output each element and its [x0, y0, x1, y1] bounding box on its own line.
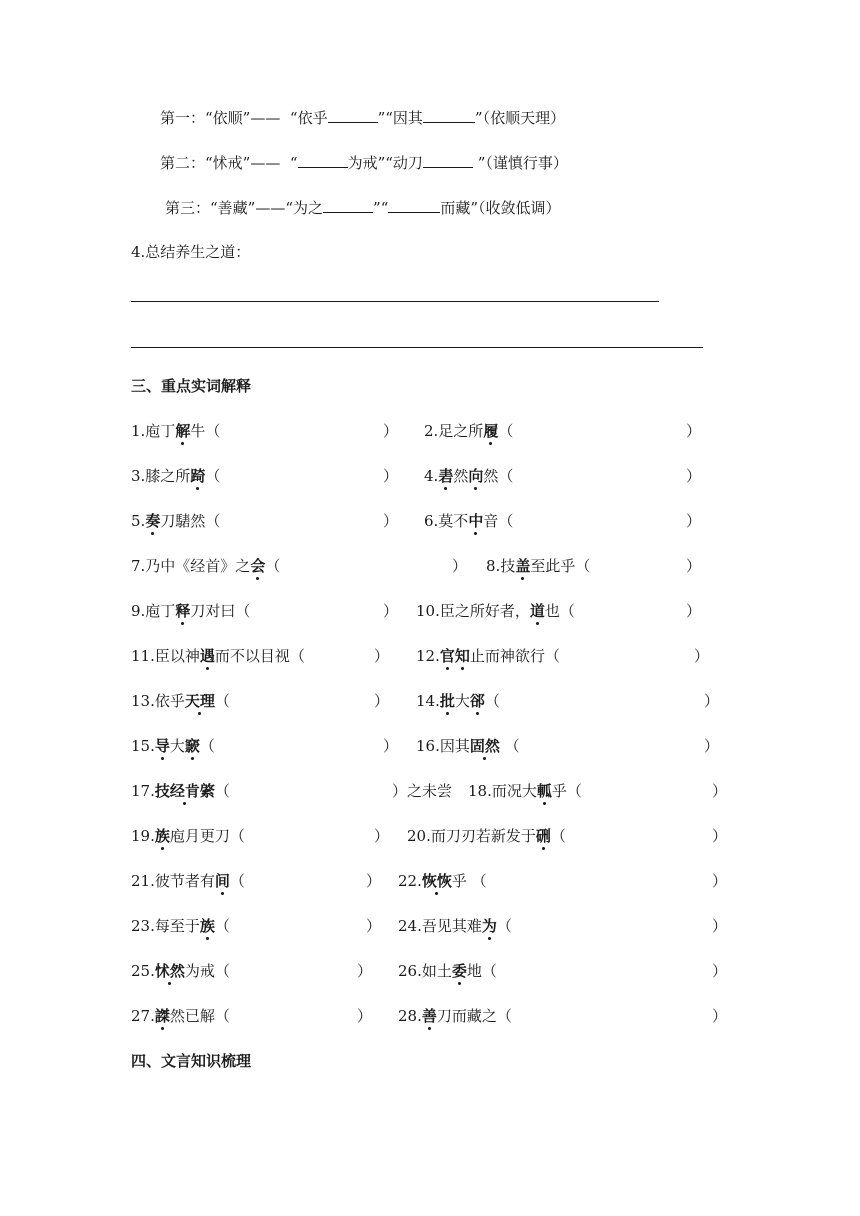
- item-text: 26.如土: [398, 962, 452, 980]
- close-paren: ）: [383, 737, 399, 755]
- key-word: 遇: [199, 647, 215, 665]
- close-paren: ）: [704, 737, 720, 755]
- item-text: 大: [454, 692, 470, 710]
- row-text: ”: [474, 109, 483, 127]
- row-text: “依乎: [289, 109, 328, 127]
- item-text: 止而神欲行（: [469, 647, 560, 665]
- item-text: 地（: [466, 962, 497, 980]
- item-text: 17.: [131, 782, 155, 800]
- question-4: 4.总结养生之道：: [131, 243, 251, 261]
- item-text: 4.: [424, 467, 439, 485]
- row-term: “善藏”——“为之: [210, 199, 324, 217]
- answer-line[interactable]: [131, 347, 703, 348]
- key-word: 中: [468, 512, 484, 530]
- answer-line[interactable]: [131, 301, 659, 302]
- item-text: 25.: [131, 962, 155, 980]
- vocab-item-11: [131, 646, 305, 666]
- close-paren: ）: [712, 872, 728, 890]
- item-text: 刀而藏之（: [436, 1007, 512, 1025]
- item-text: 而不以目视（: [214, 647, 305, 665]
- item-text: 刀对曰（: [190, 602, 251, 620]
- vocab-item-15: [131, 736, 215, 756]
- close-paren: ）: [383, 422, 399, 440]
- key-word: 间: [214, 872, 230, 890]
- key-word: 窾: [184, 737, 200, 755]
- close-paren: ）: [452, 557, 468, 575]
- key-word: 技经肯綮: [154, 782, 215, 800]
- item-text: 16.因其: [416, 737, 470, 755]
- close-paren: ）: [712, 962, 728, 980]
- vocab-item-1: [131, 421, 220, 441]
- vocab-item-14: [416, 691, 500, 711]
- vocab-item-2: [424, 421, 513, 441]
- vocab-item-3: [131, 466, 220, 486]
- key-word: 知: [454, 647, 470, 665]
- item-text: 15.: [131, 737, 155, 755]
- item-text: 9.庖丁: [131, 602, 176, 620]
- close-paren: ）: [374, 647, 390, 665]
- close-paren: ）: [694, 647, 710, 665]
- item-text: 5.: [131, 512, 146, 530]
- item-text: 然: [453, 467, 469, 485]
- close-paren: ）: [686, 602, 702, 620]
- row-text: ”“因其: [377, 109, 423, 127]
- item-text: 音（: [483, 512, 514, 530]
- item-text: （: [496, 917, 512, 935]
- vocab-item-6: [424, 511, 513, 531]
- item-text: 2.足之所: [424, 422, 484, 440]
- close-paren: ）: [374, 692, 390, 710]
- item-text: （: [214, 782, 230, 800]
- item-text: （: [265, 557, 281, 575]
- close-paren: ）: [374, 827, 390, 845]
- item-text: 23.每至于: [131, 917, 200, 935]
- key-word: 奏: [145, 512, 161, 530]
- item-text: 13.依乎: [131, 692, 185, 710]
- close-paren: ）: [686, 467, 702, 485]
- vocab-item-25: [131, 961, 230, 981]
- key-word: 謋: [154, 1007, 170, 1025]
- close-paren: ）: [712, 917, 728, 935]
- vocab-item-12: [416, 646, 560, 666]
- item-text: （: [499, 737, 520, 755]
- key-word: 会: [250, 557, 266, 575]
- item-text: （: [205, 467, 221, 485]
- key-word: 履: [483, 422, 499, 440]
- close-paren: ）: [357, 962, 373, 980]
- key-word: 恢恢: [421, 872, 452, 890]
- key-word: 硎: [535, 827, 551, 845]
- answer-blank[interactable]: [323, 196, 373, 213]
- answer-blank[interactable]: [388, 196, 440, 213]
- vocab-item-19: [131, 826, 245, 846]
- vocab-item-8: [486, 556, 590, 576]
- section-heading-3: 三、重点实词解释: [131, 377, 252, 395]
- key-word: 善: [421, 1007, 437, 1025]
- item-text: 6.莫不: [424, 512, 469, 530]
- vocab-item-21: [131, 871, 245, 891]
- item-text: 庖月更刀（: [169, 827, 245, 845]
- row-term: “依顺”——: [205, 109, 281, 127]
- item-text: 乎（: [551, 782, 582, 800]
- item-text: （: [550, 827, 566, 845]
- row-text: “: [289, 154, 298, 172]
- close-paren: ）: [366, 917, 382, 935]
- vocab-item-24: [398, 916, 512, 936]
- row-label: 第一：: [160, 109, 206, 127]
- vocab-item-9: [131, 601, 250, 621]
- item-text: 27.: [131, 1007, 155, 1025]
- section-heading-4: 四、文言知识梳理: [131, 1052, 252, 1070]
- item-text: 22.: [398, 872, 422, 890]
- key-word: 道: [529, 602, 545, 620]
- close-paren: ）: [383, 467, 399, 485]
- row-text: 为戒”“动刀: [347, 154, 423, 172]
- vocab-item-23: [131, 916, 230, 936]
- key-word: 怵然: [154, 962, 185, 980]
- row-second: [160, 151, 568, 173]
- item-text: 刀騞然（: [160, 512, 221, 530]
- vocab-item-26: [398, 961, 497, 981]
- item-text: 7.乃中《经首》之: [131, 557, 251, 575]
- key-word: 砉: [438, 467, 454, 485]
- item-text: （: [229, 872, 245, 890]
- answer-blank[interactable]: [298, 151, 348, 168]
- answer-blank[interactable]: [423, 106, 475, 123]
- key-word: 固然: [469, 737, 500, 755]
- item-text: （: [214, 917, 230, 935]
- vocab-item-20: [407, 826, 566, 846]
- key-word: 为: [481, 917, 497, 935]
- item-text: 8.技: [486, 557, 516, 575]
- item-text: 21.彼节者有: [131, 872, 215, 890]
- item-text: 19.: [131, 827, 155, 845]
- item-text: 12.: [416, 647, 440, 665]
- vocab-item-4: [424, 466, 513, 486]
- key-word: 軱: [536, 782, 552, 800]
- close-paren: ）: [686, 422, 702, 440]
- row-term: “怵戒”——: [205, 154, 281, 172]
- close-paren: ）: [712, 827, 728, 845]
- key-word: 族: [154, 827, 170, 845]
- item-text: 然（: [483, 467, 514, 485]
- vocab-item-10: [416, 601, 575, 621]
- item-text: 24.吾见其难: [398, 917, 482, 935]
- key-word: 官: [439, 647, 455, 665]
- item-text: 18.而况大: [468, 782, 537, 800]
- vocab-item-17: [131, 781, 230, 801]
- row-text: 而藏”: [440, 199, 479, 217]
- vocab-item-16: [416, 736, 520, 756]
- item-text: （: [214, 692, 230, 710]
- item-text: （: [199, 737, 215, 755]
- item-text: 然已解（: [169, 1007, 230, 1025]
- close-paren: ）: [686, 512, 702, 530]
- row-third: [165, 196, 561, 218]
- key-word: 郤: [469, 692, 485, 710]
- vocab-item-7: [131, 556, 280, 576]
- vocab-item-28: [398, 1006, 512, 1026]
- close-paren: ）: [686, 557, 702, 575]
- close-paren: ）: [357, 1007, 373, 1025]
- vocab-item-22: [398, 871, 487, 891]
- key-word: 天理: [184, 692, 215, 710]
- item-text: 14.: [416, 692, 440, 710]
- item-text: （: [498, 422, 514, 440]
- close-paren: ）: [712, 782, 728, 800]
- vocab-item-27: [131, 1006, 230, 1026]
- key-word: 踦: [190, 467, 206, 485]
- row-note: （依顺天理）: [482, 109, 566, 127]
- key-word: 向: [468, 467, 484, 485]
- row-text: ”“: [373, 199, 389, 217]
- item-text: 也（: [544, 602, 575, 620]
- key-word: 导: [154, 737, 170, 755]
- key-word: 盖: [515, 557, 531, 575]
- item-text: 至此乎（: [530, 557, 591, 575]
- vocab-item-13: [131, 691, 230, 711]
- vocab-item-5: [131, 511, 220, 531]
- item-text: 20.而刀刃若新发于: [407, 827, 536, 845]
- key-word: 批: [439, 692, 455, 710]
- close-paren: ）: [383, 512, 399, 530]
- key-word: 解: [175, 422, 191, 440]
- row-label: 第二：: [160, 154, 206, 172]
- close-paren: ）: [712, 1007, 728, 1025]
- item-17-suffix: ）之未尝: [392, 782, 453, 800]
- item-text: 乎 （: [451, 872, 487, 890]
- key-word: 释: [175, 602, 191, 620]
- item-text: 为戒（: [184, 962, 230, 980]
- row-note: （谨慎行事）: [485, 154, 568, 172]
- item-text: 3.膝之所: [131, 467, 191, 485]
- close-paren: ）: [704, 692, 720, 710]
- item-text: 10.臣之所好者，: [416, 602, 530, 620]
- vocab-item-18: [468, 781, 582, 801]
- answer-blank[interactable]: [328, 106, 378, 123]
- key-word: 委: [451, 962, 467, 980]
- close-paren: ）: [366, 872, 382, 890]
- key-word: 族: [199, 917, 215, 935]
- item-text: 11.臣以神: [131, 647, 200, 665]
- row-note: （收敛低调）: [478, 199, 561, 217]
- item-text: 1.庖丁: [131, 422, 176, 440]
- close-paren: ）: [383, 602, 399, 620]
- item-text: （: [484, 692, 500, 710]
- item-text: 28.: [398, 1007, 422, 1025]
- item-text: 牛（: [190, 422, 221, 440]
- row-text: ”: [477, 154, 486, 172]
- answer-blank[interactable]: [423, 151, 473, 168]
- item-text: 大: [169, 737, 185, 755]
- row-label: 第三：: [165, 199, 211, 217]
- row-first: [160, 106, 565, 128]
